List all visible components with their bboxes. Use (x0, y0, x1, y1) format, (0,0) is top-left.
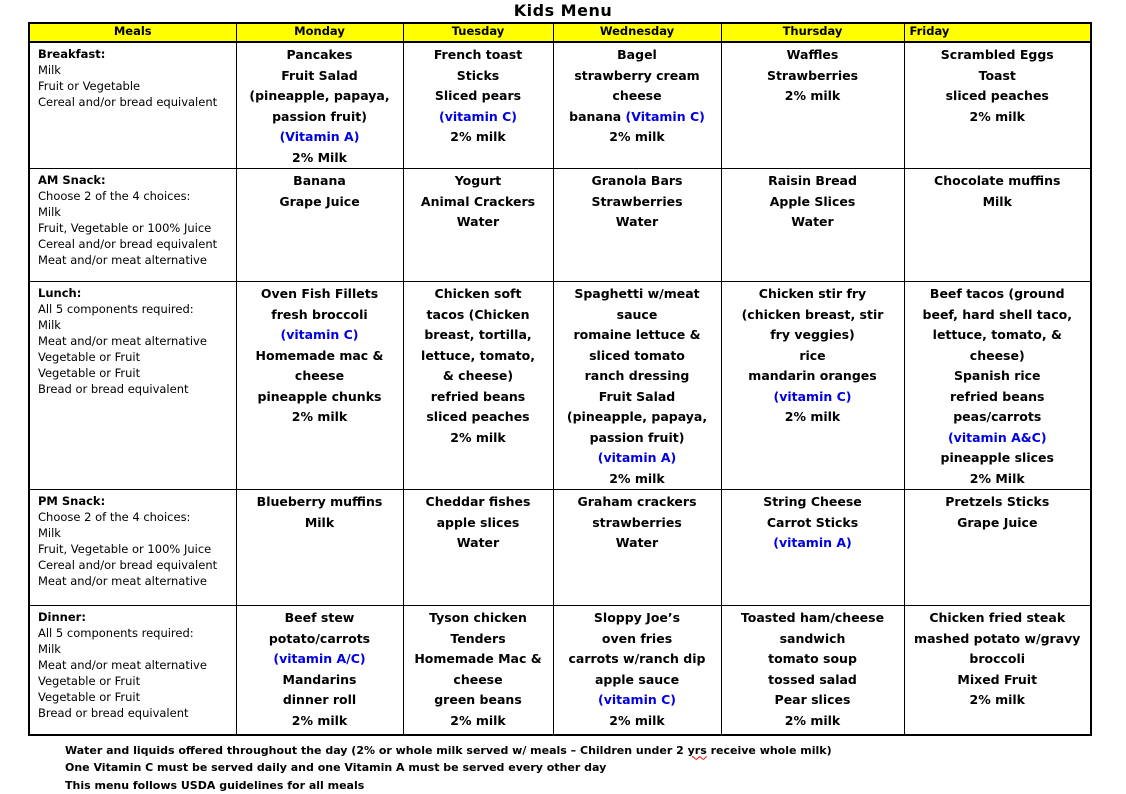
meal-type-title: PM Snack: (38, 493, 230, 509)
menu-line: sandwich (726, 629, 900, 650)
meal-type-title: Breakfast: (38, 46, 230, 62)
meal-requirement-line: Meat and/or meat alternative (38, 573, 230, 589)
menu-line: French toast (408, 45, 549, 66)
menu-line: Spanish rice (909, 366, 1087, 387)
menu-line: (pineapple, papaya, (241, 86, 399, 107)
cell-dinner-thursday (721, 606, 904, 735)
meal-requirement-line: Meat and/or meat alternative (38, 252, 230, 268)
meal-requirement-line: Meat and/or meat alternative (38, 333, 230, 349)
meal-requirement-line: Vegetable or Fruit (38, 689, 230, 705)
menu-line: Fruit Salad (241, 66, 399, 87)
cell-breakfast-monday (236, 42, 403, 169)
menu-line: Banana (241, 171, 399, 192)
menu-line: 2% milk (408, 711, 549, 732)
column-header-monday: Monday (236, 23, 403, 42)
menu-line: pineapple slices (909, 448, 1087, 469)
menu-line: romaine lettuce & (558, 325, 717, 346)
meal-requirement-line: Fruit, Vegetable or 100% Juice (38, 220, 230, 236)
cell-lunch-friday (904, 282, 1091, 490)
menu-line: sliced tomato (558, 346, 717, 367)
menu-line: Water (408, 533, 549, 554)
menu-line: lettuce, tomato, (408, 346, 549, 367)
menu-line: fry veggies) (726, 325, 900, 346)
menu-line: 2% Milk (909, 469, 1087, 490)
menu-line: fresh broccoli (241, 305, 399, 326)
menu-line: pineapple chunks (241, 387, 399, 408)
menu-line: apple slices (408, 513, 549, 534)
text-segment: One Vitamin C must be served daily and one Vitamin A must be served every other day (65, 761, 606, 774)
menu-line: Bagel (558, 45, 717, 66)
meal-requirement-line: All 5 components required: (38, 301, 230, 317)
meal-requirement-line: Cereal and/or bread equivalent (38, 236, 230, 252)
table-row-pm-snack (29, 490, 1091, 606)
menu-line: (pineapple, papaya, (558, 407, 717, 428)
menu-line: beef, hard shell taco, (909, 305, 1087, 326)
menu-line: Water (558, 533, 717, 554)
menu-line: dinner roll (241, 690, 399, 711)
menu-line: Yogurt (408, 171, 549, 192)
menu-line: Apple Slices (726, 192, 900, 213)
meal-type-title: AM Snack: (38, 172, 230, 188)
cell-breakfast-tuesday (403, 42, 553, 169)
menu-line: Strawberries (558, 192, 717, 213)
menu-line: carrots w/ranch dip (558, 649, 717, 670)
menu-line: Tenders (408, 629, 549, 650)
meal-type-cell-am-snack (29, 169, 236, 282)
meal-requirement-line: Meat and/or meat alternative (38, 657, 230, 673)
menu-line: 2% milk (726, 711, 900, 732)
footer-note-line (65, 759, 1126, 777)
menu-line: strawberries (558, 513, 717, 534)
meal-requirement-line: Fruit or Vegetable (38, 78, 230, 94)
menu-line: green beans (408, 690, 549, 711)
menu-line: passion fruit) (241, 107, 399, 128)
menu-line: Graham crackers (558, 492, 717, 513)
menu-line: Water (726, 212, 900, 233)
menu-line: oven fries (558, 629, 717, 650)
meal-requirement-line: Vegetable or Fruit (38, 673, 230, 689)
menu-line: Carrot Sticks (726, 513, 900, 534)
text-segment: This menu follows USDA guidelines for all meals (65, 779, 364, 792)
menu-line: 2% milk (909, 107, 1087, 128)
vitamin-label: (vitamin A) (726, 533, 900, 554)
menu-line: Granola Bars (558, 171, 717, 192)
menu-line: broccoli (909, 649, 1087, 670)
footer-note-line (65, 742, 1126, 760)
menu-line: ranch dressing (558, 366, 717, 387)
menu-line: strawberry cream (558, 66, 717, 87)
table-row-dinner (29, 606, 1091, 735)
cell-am-snack-tuesday (403, 169, 553, 282)
menu-line: 2% milk (726, 86, 900, 107)
cell-breakfast-thursday (721, 42, 904, 169)
menu-line: Beef tacos (ground (909, 284, 1087, 305)
menu-line: Toasted ham/cheese (726, 608, 900, 629)
vitamin-label: (vitamin C) (241, 325, 399, 346)
menu-line: tacos (Chicken (408, 305, 549, 326)
cell-am-snack-monday (236, 169, 403, 282)
menu-line: mandarin oranges (726, 366, 900, 387)
menu-line: Strawberries (726, 66, 900, 87)
menu-line: Water (558, 212, 717, 233)
cell-lunch-thursday (721, 282, 904, 490)
menu-line: 2% milk (558, 711, 717, 732)
menu-line: Raisin Bread (726, 171, 900, 192)
menu-table (28, 22, 1092, 736)
menu-line: Grape Juice (909, 513, 1087, 534)
menu-line: apple sauce (558, 670, 717, 691)
vitamin-label: (Vitamin A) (241, 127, 399, 148)
menu-line: String Cheese (726, 492, 900, 513)
menu-line: Beef stew (241, 608, 399, 629)
table-row-lunch (29, 282, 1091, 490)
cell-dinner-wednesday (553, 606, 721, 735)
menu-line: Mandarins (241, 670, 399, 691)
cell-lunch-monday (236, 282, 403, 490)
cell-pm-snack-friday (904, 490, 1091, 606)
meal-requirement-line: Bread or bread equivalent (38, 381, 230, 397)
meal-requirement-line: Choose 2 of the 4 choices: (38, 188, 230, 204)
meal-type-cell-breakfast (29, 42, 236, 169)
menu-line: Blueberry muffins (241, 492, 399, 513)
column-header-wednesday: Wednesday (553, 23, 721, 42)
menu-line: 2% milk (241, 407, 399, 428)
meal-requirement-line: Milk (38, 641, 230, 657)
vitamin-label: (vitamin C) (408, 107, 549, 128)
menu-line: 2% milk (241, 711, 399, 732)
menu-line: 2% milk (408, 428, 549, 449)
meal-requirement-line: Milk (38, 525, 230, 541)
menu-line: Grape Juice (241, 192, 399, 213)
menu-line: Chicken soft (408, 284, 549, 305)
menu-line (558, 107, 717, 128)
meal-requirement-line: Cereal and/or bread equivalent (38, 94, 230, 110)
menu-line: Spaghetti w/meat (558, 284, 717, 305)
cell-am-snack-wednesday (553, 169, 721, 282)
menu-line: Oven Fish Fillets (241, 284, 399, 305)
menu-line: tomato soup (726, 649, 900, 670)
cell-pm-snack-wednesday (553, 490, 721, 606)
menu-line: cheese) (909, 346, 1087, 367)
meal-requirement-line: Vegetable or Fruit (38, 349, 230, 365)
menu-line: Pretzels Sticks (909, 492, 1087, 513)
cell-pm-snack-monday (236, 490, 403, 606)
cell-dinner-monday (236, 606, 403, 735)
menu-line: Sloppy Joe’s (558, 608, 717, 629)
menu-line: Animal Crackers (408, 192, 549, 213)
menu-line: sliced peaches (909, 86, 1087, 107)
menu-line: 2% milk (408, 127, 549, 148)
menu-line: Tyson chicken (408, 608, 549, 629)
menu-line: peas/carrots (909, 407, 1087, 428)
vitamin-label: (vitamin A) (558, 448, 717, 469)
menu-line: cheese (241, 366, 399, 387)
menu-line: sauce (558, 305, 717, 326)
cell-am-snack-thursday (721, 169, 904, 282)
meal-type-title: Lunch: (38, 285, 230, 301)
column-header-meals: Meals (29, 23, 236, 42)
menu-line: Sticks (408, 66, 549, 87)
menu-line: passion fruit) (558, 428, 717, 449)
menu-line: Chicken stir fry (726, 284, 900, 305)
menu-line: (chicken breast, stir (726, 305, 900, 326)
menu-line: 2% Milk (241, 148, 399, 169)
text-segment: Water and liquids offered throughout the day (2% or whole milk served w/ meals – Children under 2 (65, 744, 688, 757)
menu-line: breast, tortilla, (408, 325, 549, 346)
meal-requirement-line: Milk (38, 317, 230, 333)
menu-line: lettuce, tomato, & (909, 325, 1087, 346)
cell-dinner-friday (904, 606, 1091, 735)
menu-line: 2% milk (558, 469, 717, 490)
menu-line: 2% milk (558, 127, 717, 148)
cell-pm-snack-tuesday (403, 490, 553, 606)
cell-lunch-tuesday (403, 282, 553, 490)
menu-line: Waffles (726, 45, 900, 66)
vitamin-label: (Vitamin C) (626, 109, 705, 124)
menu-line: Pear slices (726, 690, 900, 711)
table-row-breakfast (29, 42, 1091, 169)
text-segment: receive whole milk) (707, 744, 832, 757)
meal-requirement-line: Bread or bread equivalent (38, 705, 230, 721)
menu-line: Cheddar fishes (408, 492, 549, 513)
meal-requirement-line: Milk (38, 62, 230, 78)
cell-dinner-tuesday (403, 606, 553, 735)
cell-breakfast-friday (904, 42, 1091, 169)
cell-am-snack-friday (904, 169, 1091, 282)
vitamin-label: (vitamin C) (558, 690, 717, 711)
misspelled-word: yrs (688, 744, 707, 757)
menu-line: 2% milk (726, 407, 900, 428)
vitamin-label: (vitamin A/C) (241, 649, 399, 670)
footer-note-line (65, 777, 1126, 794)
menu-line: Water (408, 212, 549, 233)
meal-type-cell-lunch (29, 282, 236, 490)
menu-line: Mixed Fruit (909, 670, 1087, 691)
menu-line: cheese (558, 86, 717, 107)
page-title: Kids Menu (0, 0, 1126, 20)
menu-line: Chocolate muffins (909, 171, 1087, 192)
menu-line: rice (726, 346, 900, 367)
vitamin-label: (vitamin A&C) (909, 428, 1087, 449)
table-row-am-snack (29, 169, 1091, 282)
cell-pm-snack-thursday (721, 490, 904, 606)
column-header-friday: Friday (904, 23, 1091, 42)
text-segment: banana (569, 109, 625, 124)
meal-requirement-line: All 5 components required: (38, 625, 230, 641)
menu-line: Scrambled Eggs (909, 45, 1087, 66)
menu-line: refried beans (408, 387, 549, 408)
meal-type-cell-pm-snack (29, 490, 236, 606)
menu-line: Pancakes (241, 45, 399, 66)
meal-requirement-line: Cereal and/or bread equivalent (38, 557, 230, 573)
menu-line: & cheese) (408, 366, 549, 387)
menu-line: Chicken fried steak (909, 608, 1087, 629)
footer-notes (65, 742, 1126, 794)
menu-line: mashed potato w/gravy (909, 629, 1087, 650)
menu-line: Sliced pears (408, 86, 549, 107)
meal-requirement-line: Milk (38, 204, 230, 220)
vitamin-label: (vitamin C) (726, 387, 900, 408)
meal-requirement-line: Vegetable or Fruit (38, 365, 230, 381)
meal-requirement-line: Fruit, Vegetable or 100% Juice (38, 541, 230, 557)
menu-line: cheese (408, 670, 549, 691)
menu-line: sliced peaches (408, 407, 549, 428)
menu-line: tossed salad (726, 670, 900, 691)
menu-line: refried beans (909, 387, 1087, 408)
menu-line: Milk (909, 192, 1087, 213)
cell-breakfast-wednesday (553, 42, 721, 169)
menu-line: Homemade Mac & (408, 649, 549, 670)
column-header-thursday: Thursday (721, 23, 904, 42)
meal-requirement-line: Choose 2 of the 4 choices: (38, 509, 230, 525)
menu-line: Toast (909, 66, 1087, 87)
menu-line: 2% milk (909, 690, 1087, 711)
menu-line: Homemade mac & (241, 346, 399, 367)
menu-line: Fruit Salad (558, 387, 717, 408)
meal-type-cell-dinner (29, 606, 236, 735)
menu-line: Milk (241, 513, 399, 534)
table-header-row (29, 23, 1091, 42)
cell-lunch-wednesday (553, 282, 721, 490)
menu-line: potato/carrots (241, 629, 399, 650)
column-header-tuesday: Tuesday (403, 23, 553, 42)
meal-type-title: Dinner: (38, 609, 230, 625)
